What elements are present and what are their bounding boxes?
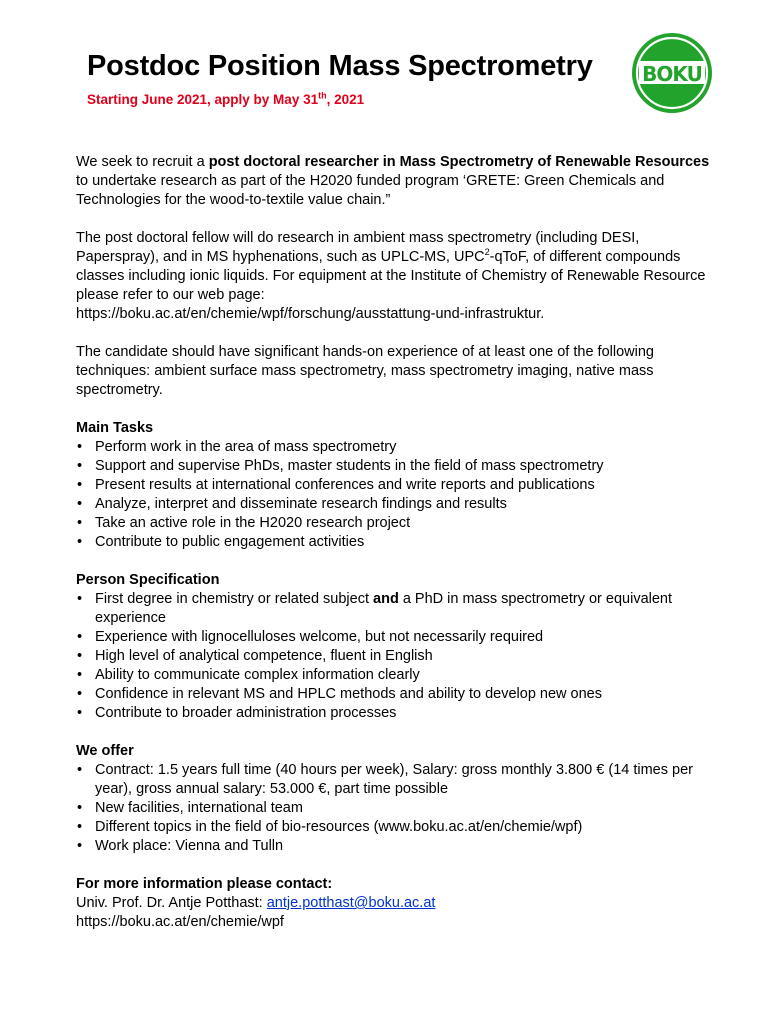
deadline-text: Starting June 2021, apply by May 31 bbox=[87, 92, 319, 107]
spec-text-a: First degree in chemistry or related subject bbox=[95, 591, 374, 607]
intro-text-a: We seek to recruit a bbox=[76, 154, 209, 170]
intro-paragraph bbox=[76, 153, 716, 210]
list-item: • Contribute to broader administration processes bbox=[76, 704, 716, 723]
list-item bbox=[76, 590, 716, 628]
contact-line bbox=[76, 894, 716, 913]
research-text-b: -qToF, of different compounds classes including ionic liquids. For equipment at the Institute of Chemistry of Renewable Resource please refer to our web page: bbox=[76, 249, 706, 303]
contact-url: https://boku.ac.at/en/chemie/wpf bbox=[76, 914, 284, 930]
equipment-url: https://boku.ac.at/en/chemie/wpf/forschung/ausstattung-und-infrastruktur. bbox=[76, 306, 545, 322]
spec-and: and bbox=[373, 591, 399, 607]
main-tasks-list bbox=[76, 438, 716, 552]
application-deadline bbox=[87, 92, 364, 107]
list-item: • Analyze, interpret and disseminate research findings and results bbox=[76, 495, 716, 514]
intro-text-b: to undertake research as part of the H2020 funded program ‘GRETE: Green Chemicals and Technologies for the wood-to-textile value chain.” bbox=[76, 173, 665, 208]
contact-email-link[interactable]: antje.potthast@boku.ac.at bbox=[266, 895, 436, 911]
list-item: • Take an active role in the H2020 research project bbox=[76, 514, 716, 533]
page-title: Postdoc Position Mass Spectrometry bbox=[87, 50, 593, 82]
list-item: • Contribute to public engagement activities bbox=[76, 533, 716, 552]
list-item: • Contract: 1.5 years full time (40 hours per week), Salary: gross monthly 3.800 € (14 times per year), gross annual salary: 53.000 €, part time possible bbox=[76, 761, 716, 799]
candidate-paragraph: The candidate should have significant hands-on experience of at least one of the following techniques: ambient surface mass spectrometry, mass spectrometry imaging, native mass spectrometry. bbox=[76, 344, 654, 398]
main-tasks-heading: Main Tasks bbox=[76, 420, 154, 436]
posting-body bbox=[76, 153, 716, 932]
we-offer-list bbox=[76, 761, 716, 856]
list-item: • Perform work in the area of mass spectrometry bbox=[76, 438, 716, 457]
list-item: • High level of analytical competence, fluent in English bbox=[76, 647, 716, 666]
contact-name: Univ. Prof. Dr. Antje Potthast: bbox=[76, 895, 267, 911]
list-item: • Support and supervise PhDs, master students in the field of mass spectrometry bbox=[76, 457, 716, 476]
research-text-a: The post doctoral fellow will do research in ambient mass spectrometry (including DESI, Paperspray), and in MS hyphenations, such as UPLC-MS, UPC bbox=[76, 230, 640, 265]
research-paragraph bbox=[76, 229, 716, 324]
research-superscript: 2 bbox=[484, 247, 490, 258]
deadline-ordinal: th bbox=[318, 90, 327, 101]
we-offer-heading: We offer bbox=[76, 743, 134, 759]
deadline-year: , 2021 bbox=[326, 92, 365, 107]
boku-logo bbox=[630, 31, 714, 115]
list-item: • Different topics in the field of bio-resources (www.boku.ac.at/en/chemie/wpf) bbox=[76, 818, 716, 837]
person-spec-heading: Person Specification bbox=[76, 572, 220, 588]
list-item: • Work place: Vienna and Tulln bbox=[76, 837, 716, 856]
contact-heading: For more information please contact: bbox=[76, 876, 333, 892]
list-item: • Confidence in relevant MS and HPLC methods and ability to develop new ones bbox=[76, 685, 716, 704]
person-spec-list bbox=[76, 590, 716, 723]
list-item: • Experience with lignocelluloses welcome, but not necessarily required bbox=[76, 628, 716, 647]
spec-text-b: a PhD in mass spectrometry or equivalent experience bbox=[95, 591, 673, 626]
list-item: • Present results at international conferences and write reports and publications bbox=[76, 476, 716, 495]
position-title: post doctoral researcher in Mass Spectrometry of Renewable Resources bbox=[208, 154, 710, 170]
list-item: • New facilities, international team bbox=[76, 799, 716, 818]
boku-logo-text: BOKU bbox=[642, 62, 702, 86]
list-item: • Ability to communicate complex information clearly bbox=[76, 666, 716, 685]
